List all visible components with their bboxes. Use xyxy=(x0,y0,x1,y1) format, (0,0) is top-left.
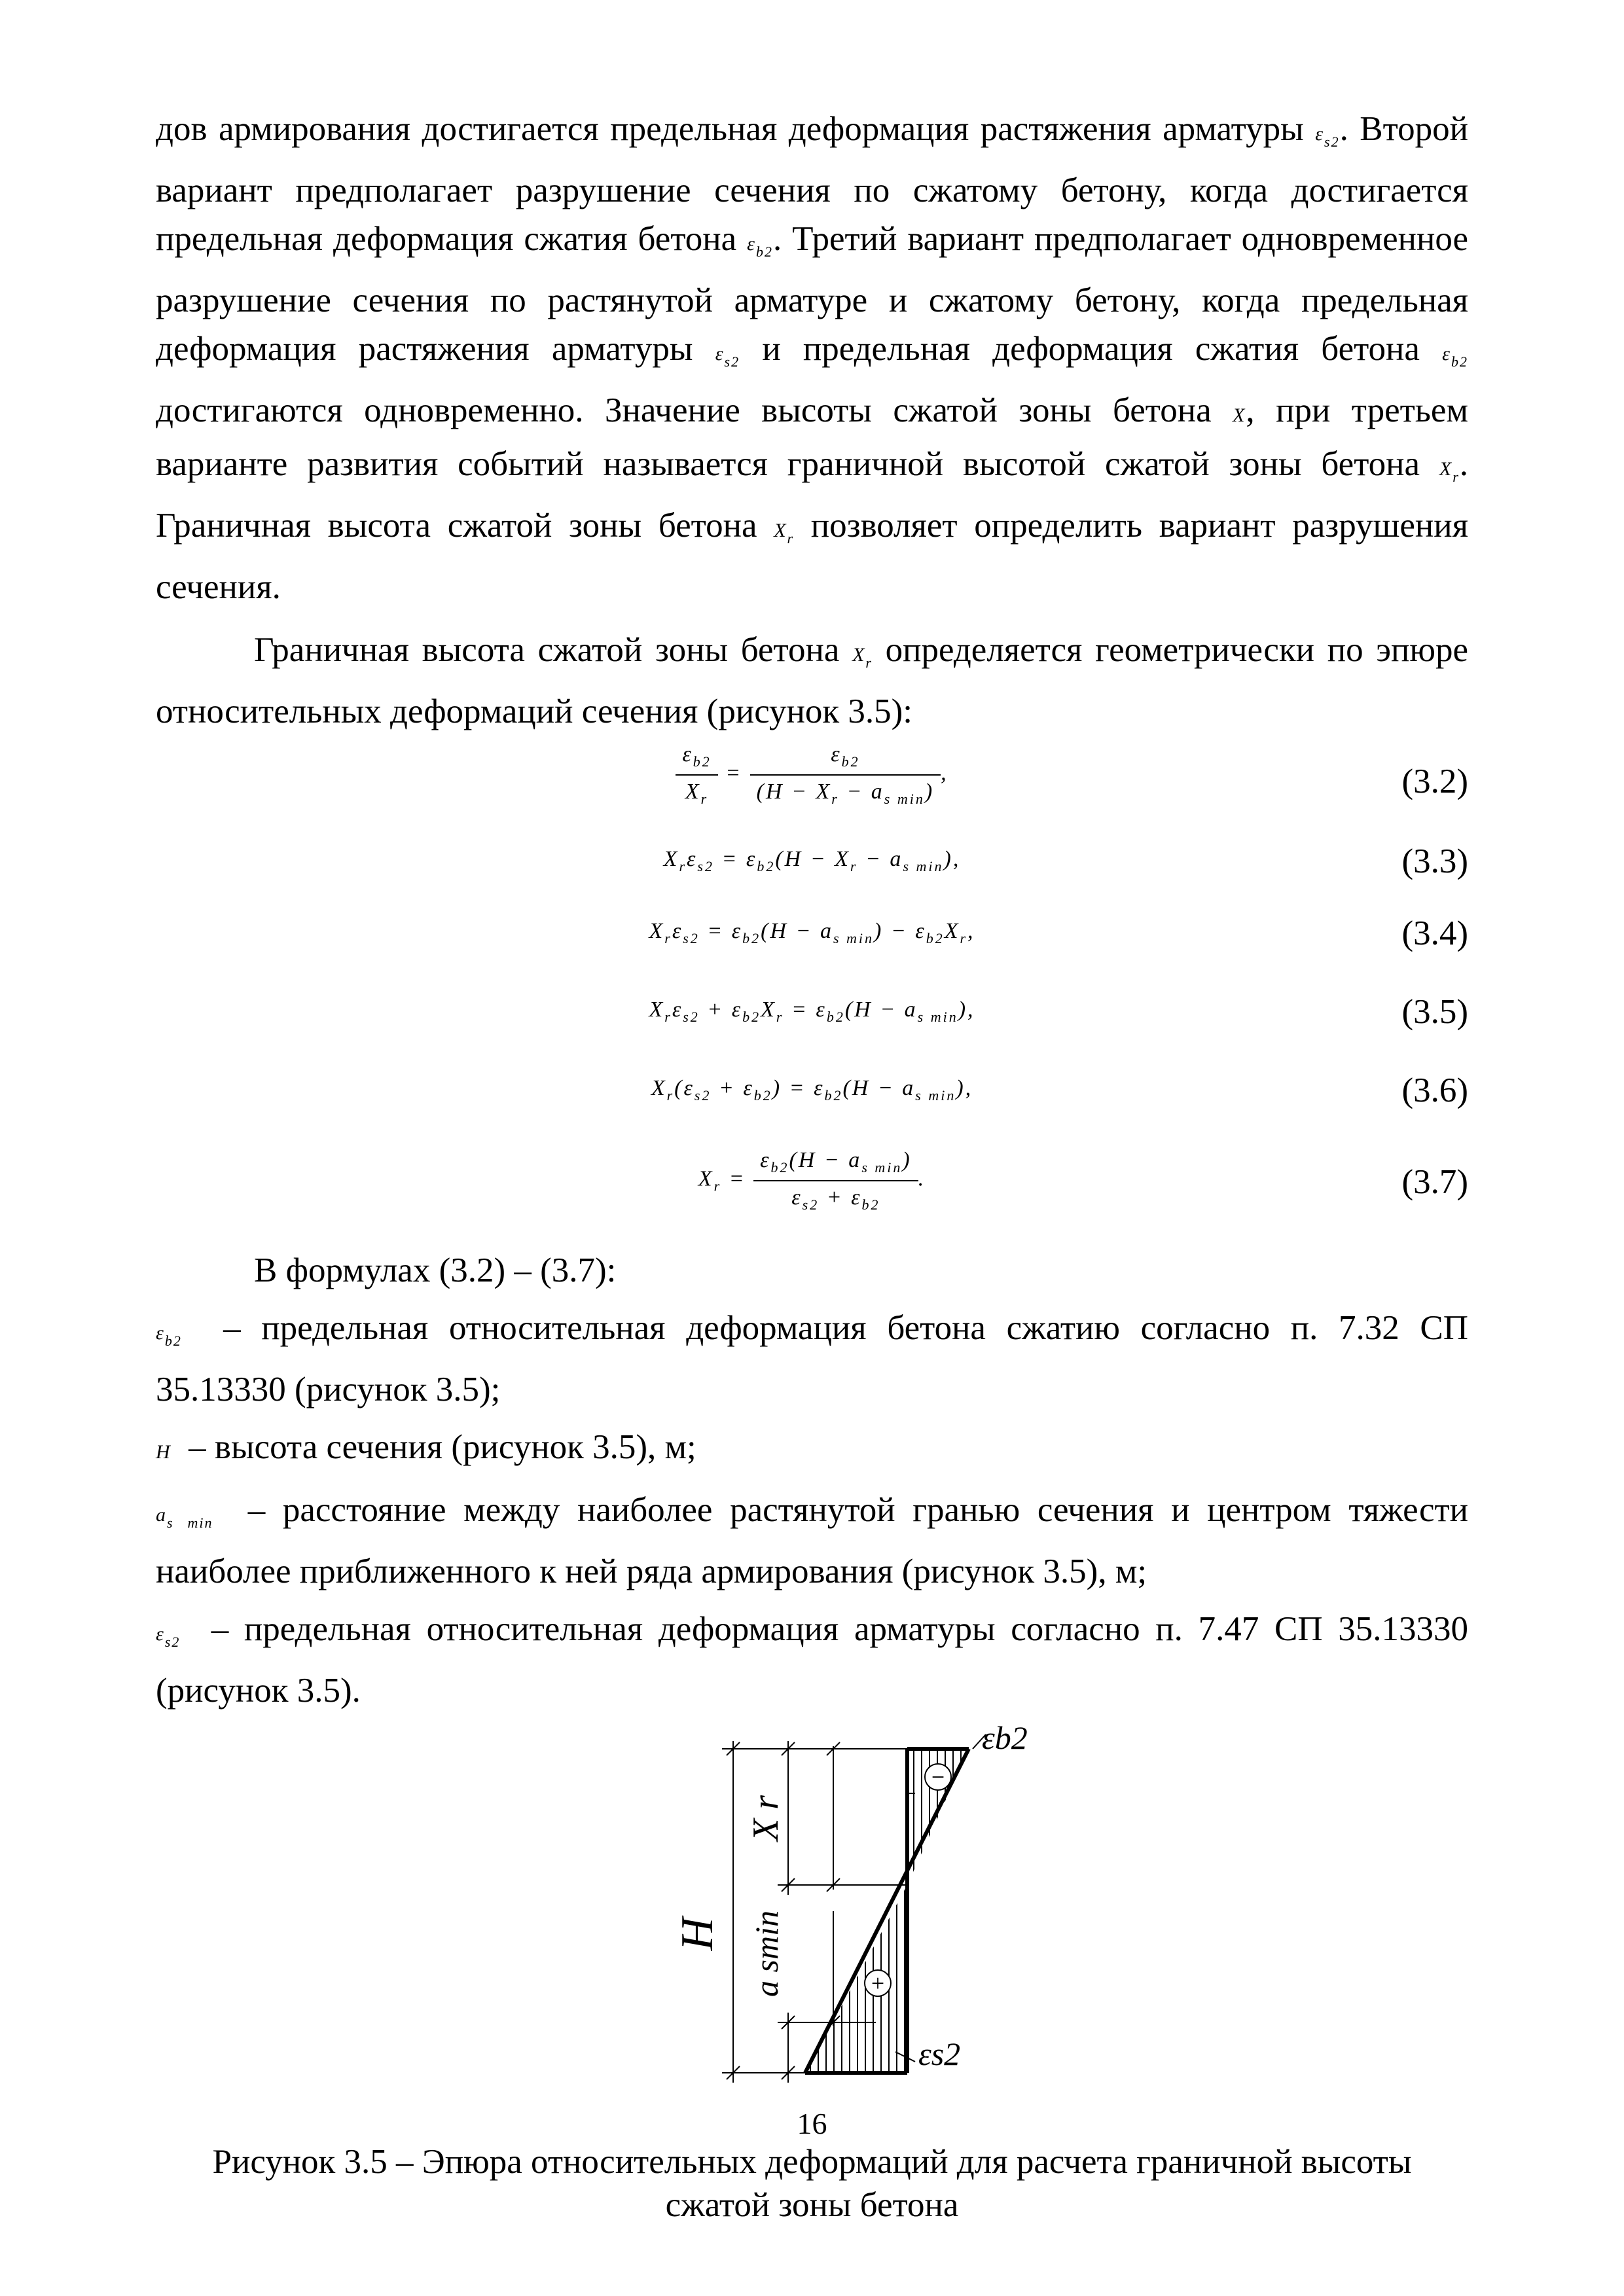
equation-number: (3.4) xyxy=(1401,914,1468,952)
equation-number: (3.7) xyxy=(1401,1163,1468,1201)
equation-3-5: $X_r\varepsilon_{s2} + \varepsilon_{b2}X_r = \varepsilon_{b2}(H - a_{s min})$, (3.5) xyxy=(649,993,1468,1031)
equation-3-7: $X_r$ = $\frac{\varepsilon_{b2}(H - a_{s min})}{\varepsilon_{s2} + \varepsilon_{b2}}$ . (3.7) xyxy=(698,1148,1468,1213)
caption-line-1: Рисунок 3.5 – Эпюра относительных деформаций для расчета граничной высоты xyxy=(212,2143,1412,2181)
page-number: 16 xyxy=(797,2107,827,2140)
definition-eps-b2: $\varepsilon_{b2}$ – предельная относительная деформация бетона сжатию согласно п. 7.32 СП 35.13330 (рисунок 3.5); xyxy=(156,1309,1468,1408)
label-a-smin: a smin xyxy=(748,1910,785,1997)
equation-3-4: $X_r\varepsilon_{s2} = \varepsilon_{b2}(H - a_{s min}) - \varepsilon_{b2}X_r$, (3.4) xyxy=(649,914,1468,952)
equation-number: (3.6) xyxy=(1401,1071,1468,1109)
equation-3-2: $\frac{\varepsilon_{b2}}{X_r}$ = $\frac{\varepsilon_{b2}}{(H - X_r - a_{s min})}$ , (3.2) xyxy=(156,736,1468,834)
label-eps-b2: εb2 xyxy=(982,1719,1028,1756)
paragraph-formulas-intro: В формулах (3.2) – (3.7): xyxy=(254,1251,617,1289)
equation-number: (3.3) xyxy=(1401,842,1468,880)
label-Xr: X r xyxy=(746,1795,786,1841)
equation-number: (3.5) xyxy=(1401,993,1468,1031)
paragraph-boundary-height: Граничная высота сжатой зоны бетона $X_r$ определяется геометрически по эпюре относительных деформаций сечения (рисунок 3.5): xyxy=(156,631,1468,730)
minus-sign: − xyxy=(931,1764,945,1790)
definition-a-smin: $a_{s min}$ – расстояние между наиболее растянутой гранью сечения и центром тяжести наиболее приближенного к ней ряда армирования (рисунок 3.5), м; xyxy=(156,1491,1469,1590)
page-body xyxy=(156,105,1468,2227)
equation-3-3: $X_r\varepsilon_{s2} = \varepsilon_{b2}(H - X_r - a_{s min})$, (3.3) xyxy=(663,842,1468,880)
plus-sign: + xyxy=(871,1970,885,1996)
definition-H: H – высота сечения (рисунок 3.5), м; xyxy=(156,1428,696,1466)
figure-3-5 xyxy=(156,1719,1468,2114)
label-eps-s2: εs2 xyxy=(918,2036,961,2072)
diagram-outline xyxy=(805,1749,969,2073)
strain-diagram xyxy=(156,1719,1468,2114)
figure-caption xyxy=(156,2140,1468,2227)
equation-3-6: $X_r(\varepsilon_{s2} + \varepsilon_{b2}) = \varepsilon_{b2}(H - a_{s min})$, (3.6) xyxy=(651,1071,1468,1109)
paragraph-failure-variants: дов армирования достигается предельная деформация растяжения арматуры $\varepsilon_{s2}$. Второй вариант предполагает разрушение сечения по сжатому бетону, когда достигается предельная деформация сжатия бетона $\varepsilon_{b2}$. Третий вариант предполагает одновременное разрушение сечения по растянутой арматуре и сжатому бетону, когда предельная деформация растяжения арматуры $\varepsilon_{s2}$ и предельная деформация сжатия бетона $\varepsilon_{b2}$ достигаются одновременно. Значение высоты сжатой зоны бетона X, при третьем варианте развития событий называется граничной высотой сжатой зоны бетона $X_r$. Граничная высота сжатой зоны бетона $X_r$ позволяет определить вариант разрушения сечения. xyxy=(156,110,1468,606)
definition-eps-s2: $\varepsilon_{s2}$ – предельная относительная деформация арматуры согласно п. 7.47 СП 35.13330 (рисунок 3.5). xyxy=(156,1610,1468,1710)
equation-number: (3.2) xyxy=(1401,762,1468,800)
label-H: H xyxy=(672,1917,723,1951)
caption-line-2: сжатой зоны бетона xyxy=(665,2186,959,2224)
